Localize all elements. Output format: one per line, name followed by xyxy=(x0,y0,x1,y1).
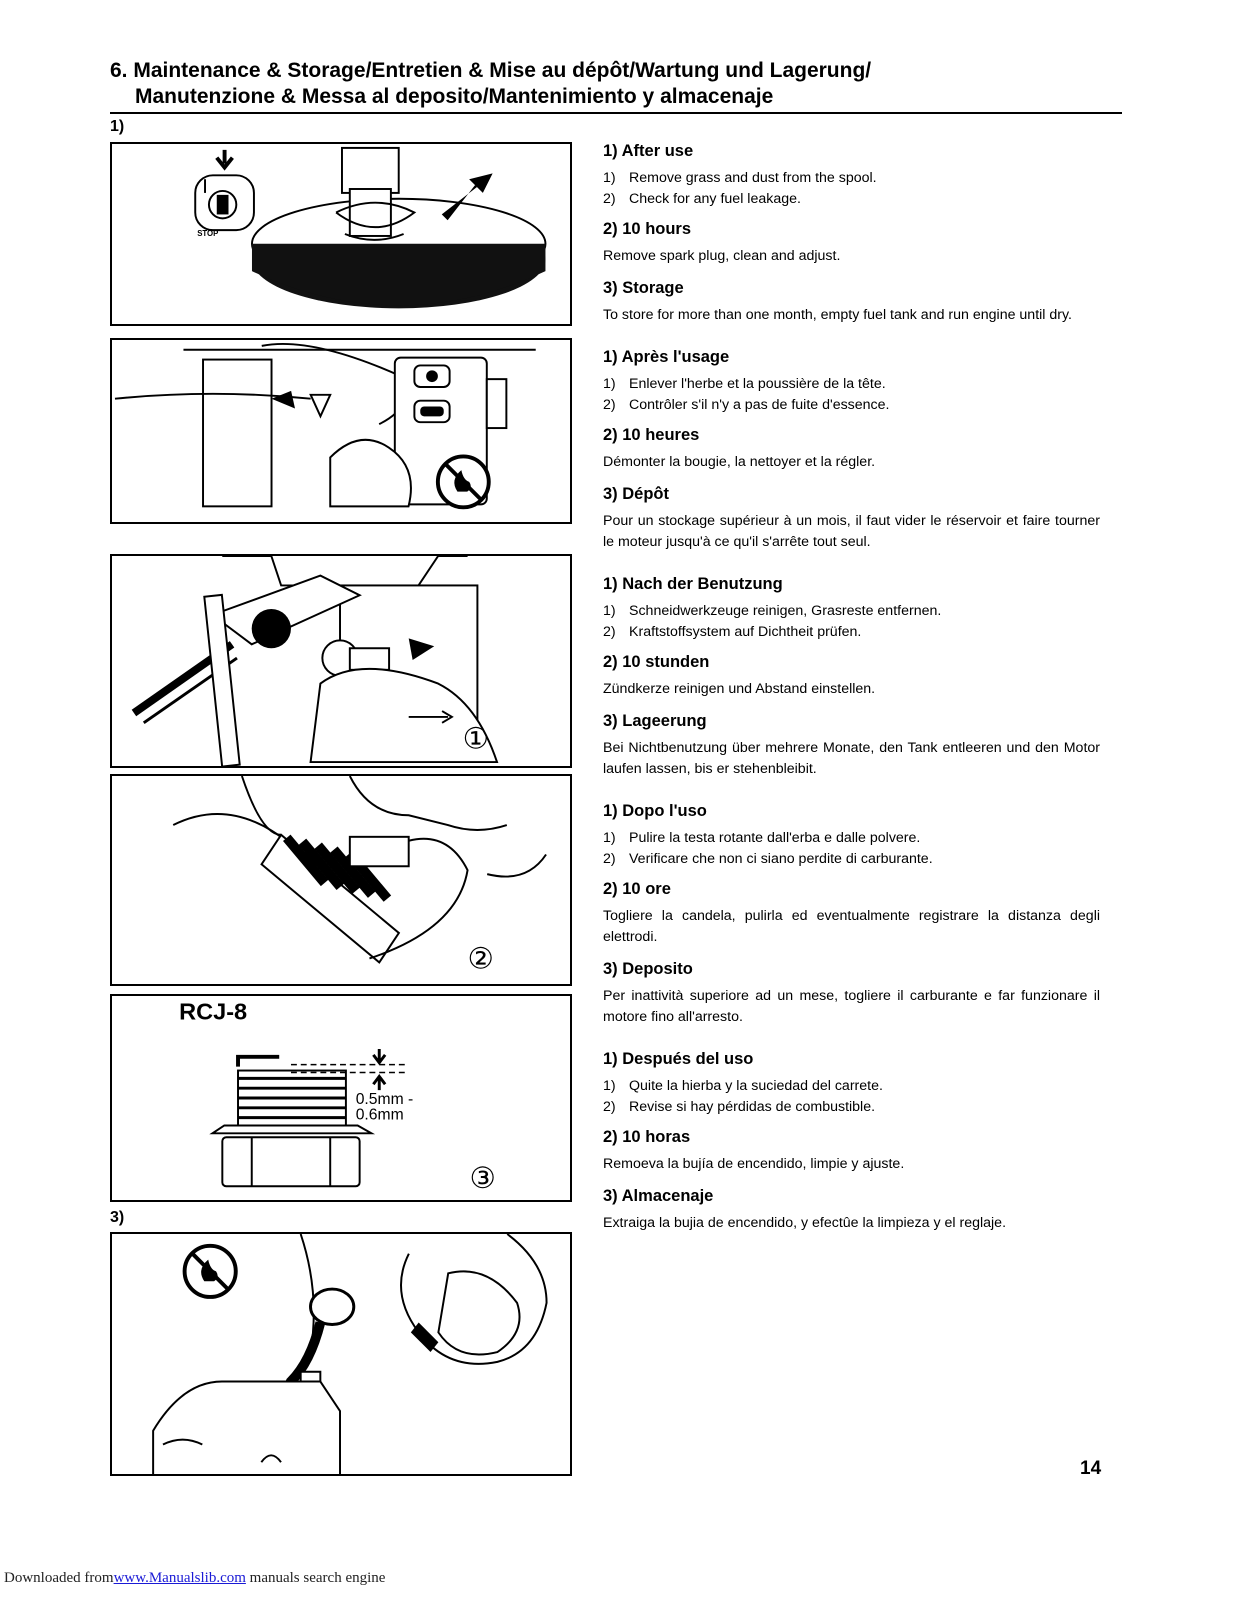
item-text: Enlever l'herbe et la poussière de la tête. xyxy=(629,376,886,392)
ten-hours-text: Remoeva la bujía de encendido, limpie y ajuste. xyxy=(603,1156,905,1172)
list-item xyxy=(603,622,1100,643)
list-item xyxy=(603,395,1100,416)
figure-spark-plug-gap xyxy=(110,994,572,1202)
title-line-1: 6. Maintenance & Storage/Entretien & Mise au dépôt/Wartung und Lagerung/ xyxy=(110,59,872,82)
figure-spool-cleaning xyxy=(110,142,572,326)
heading-ten-hours: 2) 10 stunden xyxy=(603,653,710,671)
list-item xyxy=(603,189,1100,210)
step-2-marker: ② xyxy=(467,941,494,976)
list-item xyxy=(603,849,1100,870)
ten-hours-text: Togliere la candela, pulirla ed eventualmente registrare la distanza degli elettrodi. xyxy=(603,908,1100,945)
item-number: 1) xyxy=(603,1078,616,1094)
figure-fuel-leak-check xyxy=(110,338,572,524)
fuel-drain-illustration xyxy=(112,1234,570,1474)
step-1-marker: ① xyxy=(462,721,490,756)
item-text: Remove grass and dust from the spool. xyxy=(629,170,877,186)
heading-storage: 3) Almacenaje xyxy=(603,1187,714,1205)
item-number: 1) xyxy=(603,170,616,186)
item-text: Pulire la testa rotante dall'erba e dalle polvere. xyxy=(629,830,921,846)
heading-after-use: 1) Après l'usage xyxy=(603,348,730,366)
stop-switch-label: STOP xyxy=(197,228,219,238)
list-item xyxy=(603,1076,1100,1097)
item-number: 2) xyxy=(603,397,616,413)
section-german xyxy=(603,573,1100,780)
spark-plug-removal-illustration xyxy=(112,556,570,766)
list-item xyxy=(603,374,1100,395)
title-line-2: Manutenzione & Messa al deposito/Mantenimiento y almacenaje xyxy=(135,85,774,108)
plug-model-label: RCJ-8 xyxy=(179,998,248,1025)
heading-after-use: 1) Nach der Benutzung xyxy=(603,575,783,593)
item-number: 2) xyxy=(603,851,616,867)
section-french xyxy=(603,346,1100,553)
storage-text: Per inattività superiore ad un mese, togliere il carburante e far funzionare il motore fino all'arresto. xyxy=(603,988,1100,1025)
fuel-check-illustration xyxy=(112,340,570,522)
heading-after-use: 1) Dopo l'uso xyxy=(603,802,707,820)
item-text: Verificare che non ci siano perdite di carburante. xyxy=(629,851,933,867)
plug-gap-illustration xyxy=(112,996,570,1200)
item-text: Check for any fuel leakage. xyxy=(629,191,801,207)
section-spanish xyxy=(603,1048,1100,1234)
heading-storage: 3) Deposito xyxy=(603,960,693,978)
storage-text: Bei Nichtbenutzung über mehrere Monate, den Tank entleeren und den Motor laufen lassen, bis er stehenbleibit. xyxy=(603,740,1100,777)
footer-prefix: Downloaded from xyxy=(4,1570,114,1586)
ten-hours-text: Zündkerze reinigen und Abstand einstellen. xyxy=(603,681,876,697)
heading-storage: 3) Storage xyxy=(603,279,684,297)
gap-spec-line-1: 0.5mm - xyxy=(355,1090,414,1108)
item-text: Kraftstoffsystem auf Dichtheit prüfen. xyxy=(629,624,862,640)
footer xyxy=(4,1570,385,1587)
list-item xyxy=(603,601,1100,622)
item-text: Schneidwerkzeuge reinigen, Grasreste entfernen. xyxy=(629,603,942,619)
section-english xyxy=(603,140,1100,326)
figure-spark-plug-removal xyxy=(110,554,572,768)
item-text: Revise si hay pérdidas de combustible. xyxy=(629,1099,876,1115)
section-italian xyxy=(603,800,1100,1028)
footer-link[interactable]: www.Manualslib.com xyxy=(113,1570,246,1586)
heading-after-use: 1) Después del uso xyxy=(603,1050,754,1068)
footer-suffix: manuals search engine xyxy=(245,1570,386,1586)
page-number: 14 xyxy=(1080,1458,1102,1479)
storage-text: Pour un stockage supérieur à un mois, il faut vider le réservoir et faire tourner le moteur jusqu'à ce qu'il s'arrête tout seul. xyxy=(603,513,1100,550)
item-number: 2) xyxy=(603,191,616,207)
heading-ten-hours: 2) 10 ore xyxy=(603,880,671,898)
item-number: 2) xyxy=(603,624,616,640)
page-title xyxy=(110,58,1120,110)
figure-spark-plug-brushing xyxy=(110,774,572,986)
step-3-marker: ③ xyxy=(469,1161,496,1196)
item-number: 2) xyxy=(603,1099,616,1115)
item-number: 1) xyxy=(603,376,616,392)
title-rule xyxy=(110,112,1122,114)
list-item xyxy=(603,828,1100,849)
heading-storage: 3) Dépôt xyxy=(603,485,669,503)
gap-spec-line-2: 0.6mm xyxy=(355,1106,404,1124)
storage-text: Extraiga la bujia de encendido, y efectûe la limpieza y el reglaje. xyxy=(603,1215,1007,1231)
item-number: 1) xyxy=(603,603,616,619)
ten-hours-text: Remove spark plug, clean and adjust. xyxy=(603,248,841,264)
spool-illustration xyxy=(112,144,570,324)
heading-ten-hours: 2) 10 heures xyxy=(603,426,700,444)
heading-after-use: 1) After use xyxy=(603,142,694,160)
item-text: Quite la hierba y la suciedad del carrete. xyxy=(629,1078,883,1094)
figure-label-3: 3) xyxy=(110,1209,125,1226)
storage-text: To store for more than one month, empty fuel tank and run engine until dry. xyxy=(603,307,1072,323)
instruction-text-column xyxy=(603,140,1100,1254)
item-number: 1) xyxy=(603,830,616,846)
brush-cleaning-illustration xyxy=(112,776,570,984)
heading-ten-hours: 2) 10 horas xyxy=(603,1128,691,1146)
heading-storage: 3) Lageerung xyxy=(603,712,707,730)
heading-ten-hours: 2) 10 hours xyxy=(603,220,692,238)
list-item xyxy=(603,1097,1100,1118)
ten-hours-text: Démonter la bougie, la nettoyer et la régler. xyxy=(603,454,876,470)
list-item xyxy=(603,168,1100,189)
item-text: Contrôler s'il n'y a pas de fuite d'essence. xyxy=(629,397,890,413)
figure-fuel-draining xyxy=(110,1232,572,1476)
figure-label-1: 1) xyxy=(110,118,125,135)
